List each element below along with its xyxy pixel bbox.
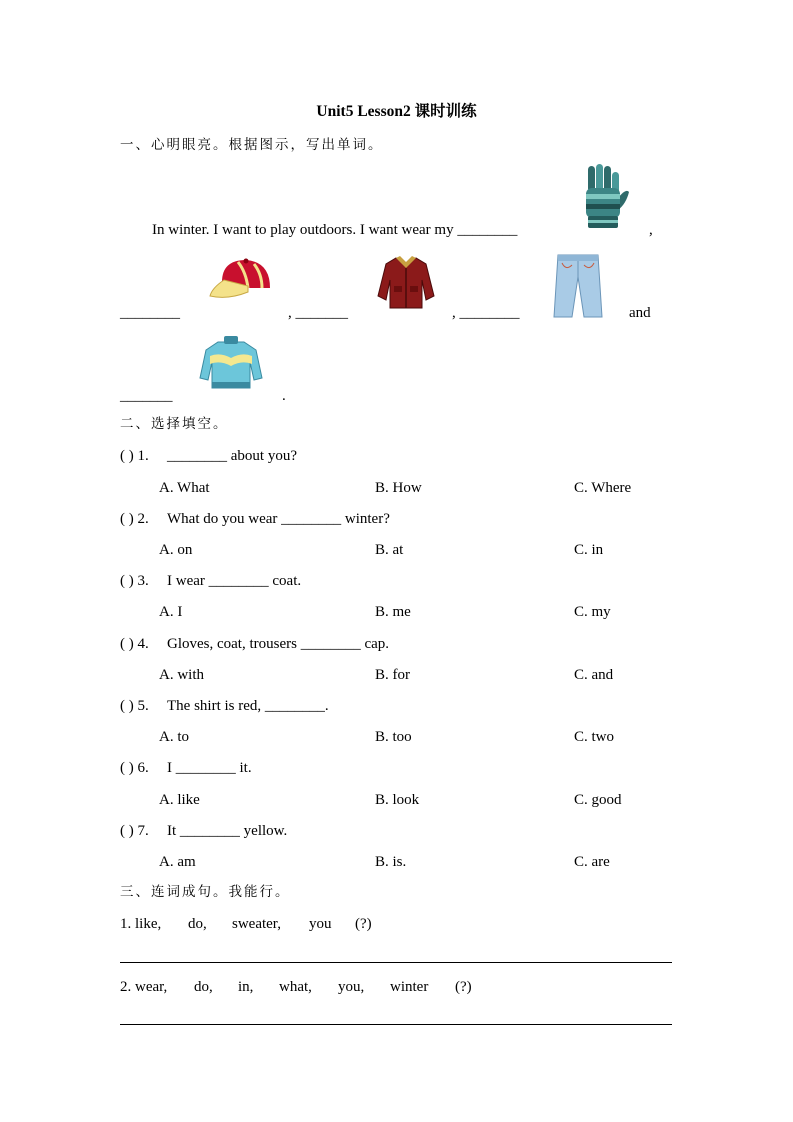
question-5-option-b: B. too bbox=[375, 729, 412, 745]
question-1-option-c: C. Where bbox=[574, 480, 632, 496]
question-1-text: ________ about you? bbox=[167, 448, 297, 464]
answer-line-1 bbox=[120, 962, 672, 963]
question-3-option-b: B. me bbox=[375, 604, 411, 620]
question-6-text: I ________ it. bbox=[167, 760, 252, 776]
item-1-word: you bbox=[309, 916, 332, 932]
and-word: and bbox=[629, 305, 651, 321]
question-4-option-b: B. for bbox=[375, 667, 410, 683]
cap-icon bbox=[208, 258, 274, 302]
sentence-line1: In winter. I want to play outdoors. I want wear my ________ bbox=[152, 222, 518, 238]
question-2-number: ( ) 2. bbox=[120, 511, 149, 527]
comma-1: , bbox=[649, 222, 653, 238]
glove-icon bbox=[576, 164, 630, 230]
question-6-option-b: B. look bbox=[375, 792, 420, 808]
question-3-option-a: A. I bbox=[159, 604, 183, 620]
question-4-option-c: C. and bbox=[574, 667, 614, 683]
item-1-number: 1. bbox=[120, 916, 132, 932]
question-7-option-c: C. are bbox=[574, 854, 610, 870]
question-3-option-c: C. my bbox=[574, 604, 611, 620]
question-3-text: I wear ________ coat. bbox=[167, 573, 302, 589]
question-1-number: ( ) 1. bbox=[120, 448, 149, 464]
question-6-option-a: A. like bbox=[159, 792, 200, 808]
question-1-option-a: A. What bbox=[159, 480, 210, 496]
blank-jacket: , _______ bbox=[288, 305, 348, 321]
question-2-option-c: C. in bbox=[574, 542, 604, 558]
answer-line-2 bbox=[120, 1024, 672, 1025]
blank-sweater: _______ bbox=[120, 388, 173, 404]
question-7-text: It ________ yellow. bbox=[167, 823, 288, 839]
item-2-word: (?) bbox=[455, 979, 472, 995]
item-2-word: in, bbox=[238, 979, 254, 995]
item-2-word: what, bbox=[279, 979, 312, 995]
question-7-number: ( ) 7. bbox=[120, 823, 149, 839]
question-6-number: ( ) 6. bbox=[120, 760, 149, 776]
question-4-text: Gloves, coat, trousers ________ cap. bbox=[167, 636, 390, 652]
section2-heading: 二、选择填空。 bbox=[120, 416, 229, 432]
section1-heading: 一、心明眼亮。根据图示，写出单词。 bbox=[120, 137, 384, 153]
jeans-icon bbox=[552, 253, 604, 319]
question-2-text: What do you wear ________ winter? bbox=[167, 511, 390, 527]
blank-cap: ________ bbox=[120, 305, 180, 321]
question-4-number: ( ) 4. bbox=[120, 636, 149, 652]
sweater-icon bbox=[200, 336, 262, 390]
item-2-word: do, bbox=[194, 979, 213, 995]
page-title: Unit5 Lesson2 课时训练 bbox=[316, 103, 477, 120]
item-2-number: 2. bbox=[120, 979, 132, 995]
question-5-number: ( ) 5. bbox=[120, 698, 149, 714]
question-5-text: The shirt is red, ________. bbox=[167, 698, 329, 714]
question-1-option-b: B. How bbox=[375, 480, 422, 496]
question-5-option-c: C. two bbox=[574, 729, 615, 745]
item-1-word: sweater, bbox=[232, 916, 281, 932]
item-1-word: do, bbox=[188, 916, 207, 932]
question-4-option-a: A. with bbox=[159, 667, 204, 683]
question-7-option-a: A. am bbox=[159, 854, 196, 870]
section3-heading: 三、连词成句。我能行。 bbox=[120, 884, 291, 900]
question-7-option-b: B. is. bbox=[375, 854, 407, 870]
question-5-option-a: A. to bbox=[159, 729, 189, 745]
item-1-word: (?) bbox=[355, 916, 372, 932]
item-1-word: like, bbox=[135, 916, 162, 932]
jacket-icon bbox=[376, 256, 436, 310]
question-2-option-a: A. on bbox=[159, 542, 193, 558]
blank-jeans: , ________ bbox=[452, 305, 520, 321]
question-6-option-c: C. good bbox=[574, 792, 622, 808]
final-period: . bbox=[282, 388, 286, 404]
item-2-word: you, bbox=[338, 979, 365, 995]
item-2-word: wear, bbox=[135, 979, 168, 995]
question-2-option-b: B. at bbox=[375, 542, 404, 558]
question-3-number: ( ) 3. bbox=[120, 573, 149, 589]
item-2-word: winter bbox=[390, 979, 429, 995]
